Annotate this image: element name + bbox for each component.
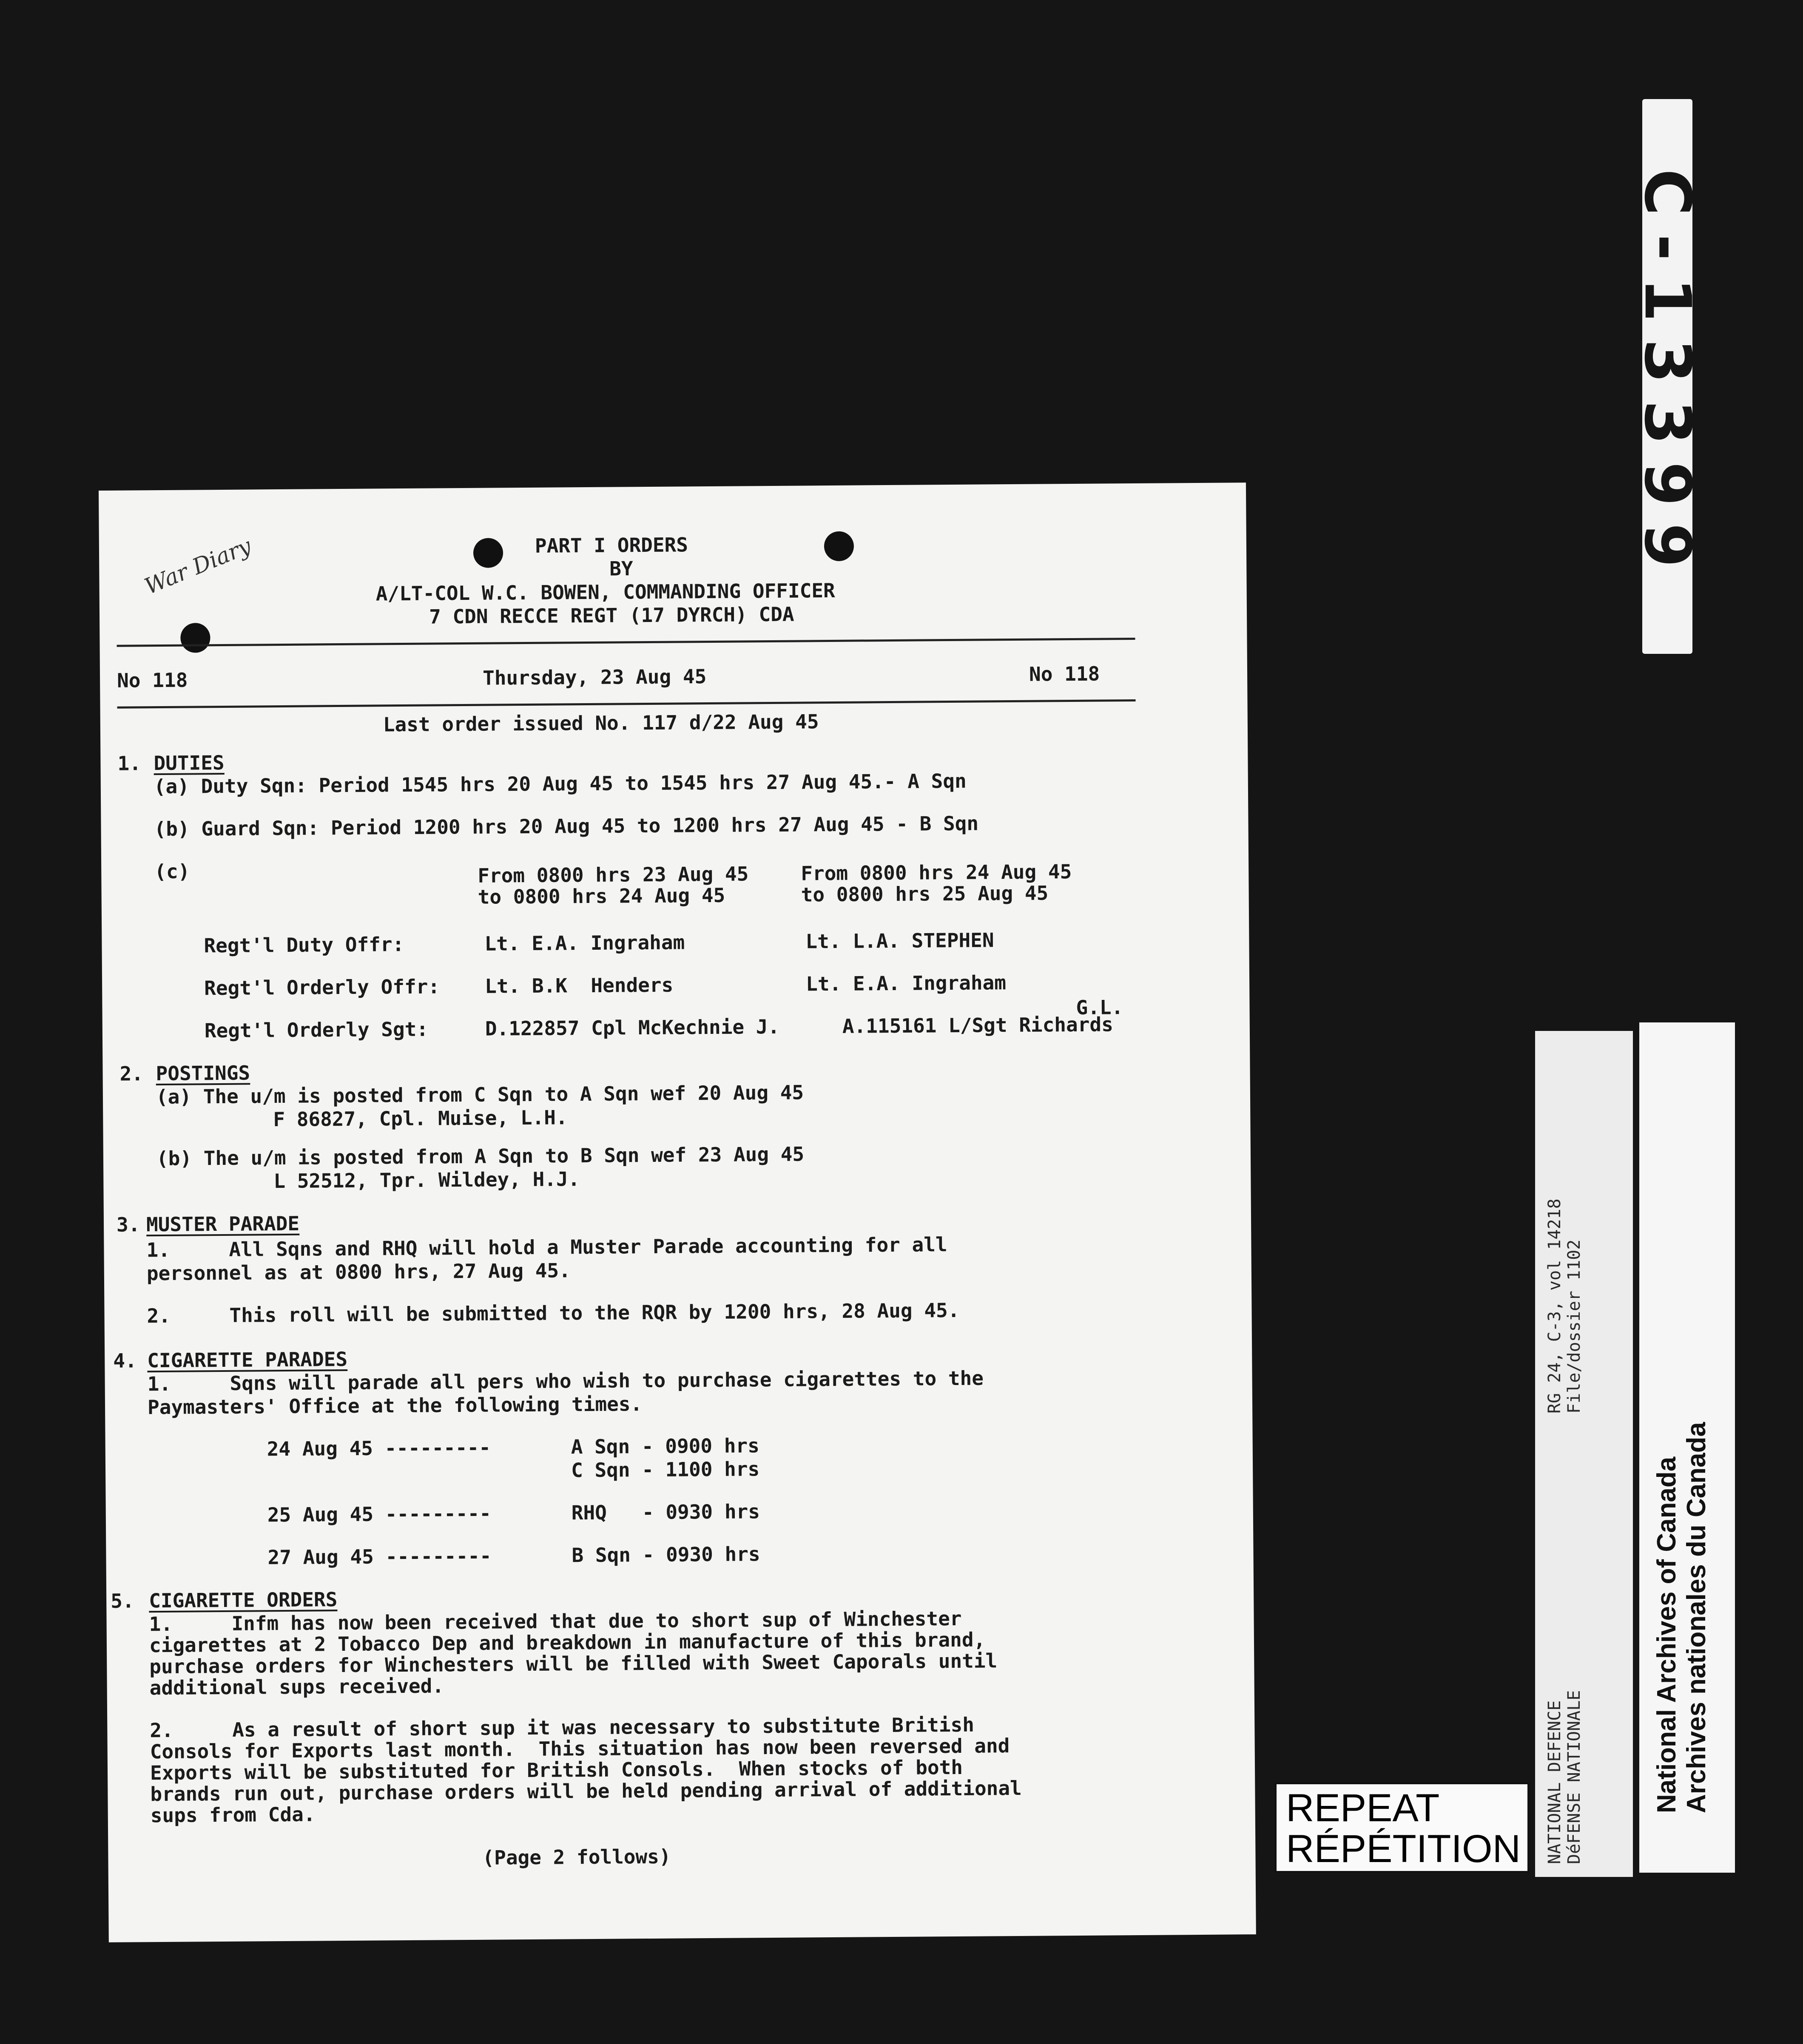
section2-item-a-line1: (a) The u/m is posted from C Sqn to A Sqn wef 20 Aug 45 xyxy=(156,1081,804,1109)
cigarette-parade-time: C Sqn - 1100 hrs xyxy=(571,1457,760,1482)
section5-para1-line1: 1. Infm has now been received that due to short sup of Winchester xyxy=(149,1607,962,1636)
stamp-line2: RÉPÉTITION xyxy=(1286,1827,1521,1871)
archive-department-line1: NATIONAL DEFENCE xyxy=(1545,1700,1564,1864)
section2-item-b-line2: L 52512, Tpr. Wildey, H.J. xyxy=(273,1167,580,1193)
header-rule xyxy=(117,638,1135,647)
duty-row-value1: Lt. B.K Henders xyxy=(484,973,674,998)
section3-number: 3. xyxy=(116,1213,140,1236)
order-number-left: No 118 xyxy=(117,668,188,692)
date-rule xyxy=(117,699,1136,709)
stamp-line1: REPEAT xyxy=(1286,1786,1440,1830)
header-line4: 7 CDN RECCE REGT (17 DYRCH) CDA xyxy=(429,602,794,628)
cigarette-parade-date: 25 Aug 45 --------- xyxy=(267,1502,492,1527)
punch-hole xyxy=(180,623,210,653)
section5-para2-line2: Consols for Exports last month. This situation has now been reversed and xyxy=(150,1734,1010,1763)
order-date: Thursday, 23 Aug 45 xyxy=(482,665,707,690)
section5-title: CIGARETTE ORDERS xyxy=(149,1588,338,1612)
section5-para2-line3: Exports will be substituted for British Consols. When stocks of both xyxy=(150,1755,963,1785)
archive-department-line2: DéFENSE NATIONALE xyxy=(1564,1690,1584,1864)
section5-para1-line4: additional sups received. xyxy=(149,1674,444,1700)
section3-title: MUSTER PARADE xyxy=(146,1212,300,1236)
punch-hole xyxy=(473,538,503,568)
section2-item-a-line2: F 86827, Cpl. Muise, L.H. xyxy=(273,1106,568,1131)
document-page xyxy=(99,483,1256,1942)
duty-row-label: Regt'l Orderly Offr: xyxy=(204,975,440,1000)
duty-row-label: Regt'l Orderly Sgt: xyxy=(204,1017,429,1042)
handwritten-note: War Diary xyxy=(141,533,255,600)
duty-row-value2: A.115161 L/Sgt Richards xyxy=(842,1013,1113,1038)
section4-title: CIGARETTE PARADES xyxy=(147,1347,348,1372)
duty-row-value1: D.122857 Cpl McKechnie J. xyxy=(485,1015,780,1040)
cigarette-parade-date: 27 Aug 45 --------- xyxy=(267,1544,492,1569)
frame-number: C-13399 xyxy=(1630,168,1705,585)
cigarette-parade-time: RHQ - 0930 hrs xyxy=(571,1500,760,1524)
section1-col2-line2: to 0800 hrs 25 Aug 45 xyxy=(801,881,1049,906)
archive-name-label xyxy=(1639,1022,1735,1873)
repeat-stamp xyxy=(1275,1783,1529,1873)
section2-item-b-line1: (b) The u/m is posted from A Sqn to B Sqn wef 23 Aug 45 xyxy=(156,1142,805,1170)
section3-para2: 2. This roll will be submitted to the RQR by 1200 hrs, 28 Aug 45. xyxy=(147,1298,960,1328)
section4-number: 4. xyxy=(113,1349,137,1372)
duty-row-value2: Lt. L.A. STEPHEN xyxy=(805,928,994,953)
section3-para1-line2: personnel as at 0800 hrs, 27 Aug 45. xyxy=(146,1259,571,1285)
section1-title: DUTIES xyxy=(154,751,225,775)
initials-note: G.L. xyxy=(1076,996,1123,1019)
archive-reference-label xyxy=(1535,1031,1633,1877)
duty-row-value2: Lt. E.A. Ingraham xyxy=(805,971,1007,996)
section1-col2-line1: From 0800 hrs 24 Aug 45 xyxy=(801,860,1072,885)
duty-row-value1: Lt. E.A. Ingraham xyxy=(484,931,685,955)
section1-item-a: (a) Duty Sqn: Period 1545 hrs 20 Aug 45 to 1545 hrs 27 Aug 45.- A Sqn xyxy=(154,769,967,798)
section5-para2-line1: 2. As a result of short sup it was necessary to substitute British xyxy=(150,1713,975,1742)
header-line2: BY xyxy=(609,557,633,580)
section4-para1-line2: Paymasters' Office at the following times. xyxy=(147,1392,643,1419)
cigarette-parade-date: 24 Aug 45 --------- xyxy=(267,1436,491,1461)
archive-name-en: National Archives of Canada xyxy=(1652,1456,1681,1813)
duty-row-label: Regt'l Duty Offr: xyxy=(204,933,404,957)
section2-number: 2. xyxy=(119,1062,144,1085)
frame-number-strip xyxy=(1630,99,1705,654)
archive-name-fr: Archives nationales du Canada xyxy=(1682,1422,1711,1813)
header-line1: PART I ORDERS xyxy=(535,533,688,557)
cigarette-parade-time: B Sqn - 0930 hrs xyxy=(572,1542,760,1567)
section1-item-c-label: (c) xyxy=(154,860,190,883)
archive-reference-line1: RG 24, C-3, vol 14218 xyxy=(1545,1198,1564,1414)
last-order-line: Last order issued No. 117 d/22 Aug 45 xyxy=(383,710,819,736)
section5-number: 5. xyxy=(111,1589,134,1612)
section5-para1-line2: cigarettes at 2 Tobacco Dep and breakdown in manufacture of this brand, xyxy=(149,1628,986,1657)
header-line3: A/LT-COL W.C. BOWEN, COMMANDING OFFICER xyxy=(375,579,835,605)
section5-para1-line3: purchase orders for Winchesters will be filled with Sweet Caporals until xyxy=(149,1649,998,1678)
section2-title: POSTINGS xyxy=(156,1061,250,1085)
punch-hole xyxy=(824,531,854,561)
archive-reference-line2: File/dossier 1102 xyxy=(1564,1239,1584,1414)
section1-number: 1. xyxy=(117,752,142,775)
section1-col1-line1: From 0800 hrs 23 Aug 45 xyxy=(478,862,749,887)
cigarette-parade-time: A Sqn - 0900 hrs xyxy=(571,1434,760,1459)
order-number-right: No 118 xyxy=(1029,662,1100,686)
page-footer: (Page 2 follows) xyxy=(482,1845,671,1869)
section4-para1-line1: 1. Sqns will parade all pers who wish to purchase cigarettes to the xyxy=(147,1366,984,1396)
section5-para2-line5: sups from Cda. xyxy=(150,1803,316,1827)
section1-item-b: (b) Guard Sqn: Period 1200 hrs 20 Aug 45 to 1200 hrs 27 Aug 45 - B Sqn xyxy=(154,812,979,841)
section3-para1-line1: 1. All Sqns and RHQ will hold a Muster Parade accounting for all xyxy=(146,1233,947,1262)
section5-para2-line4: brands run out, purchase orders will be held pending arrival of additional xyxy=(150,1776,1022,1806)
section1-col1-line2: to 0800 hrs 24 Aug 45 xyxy=(478,883,725,908)
